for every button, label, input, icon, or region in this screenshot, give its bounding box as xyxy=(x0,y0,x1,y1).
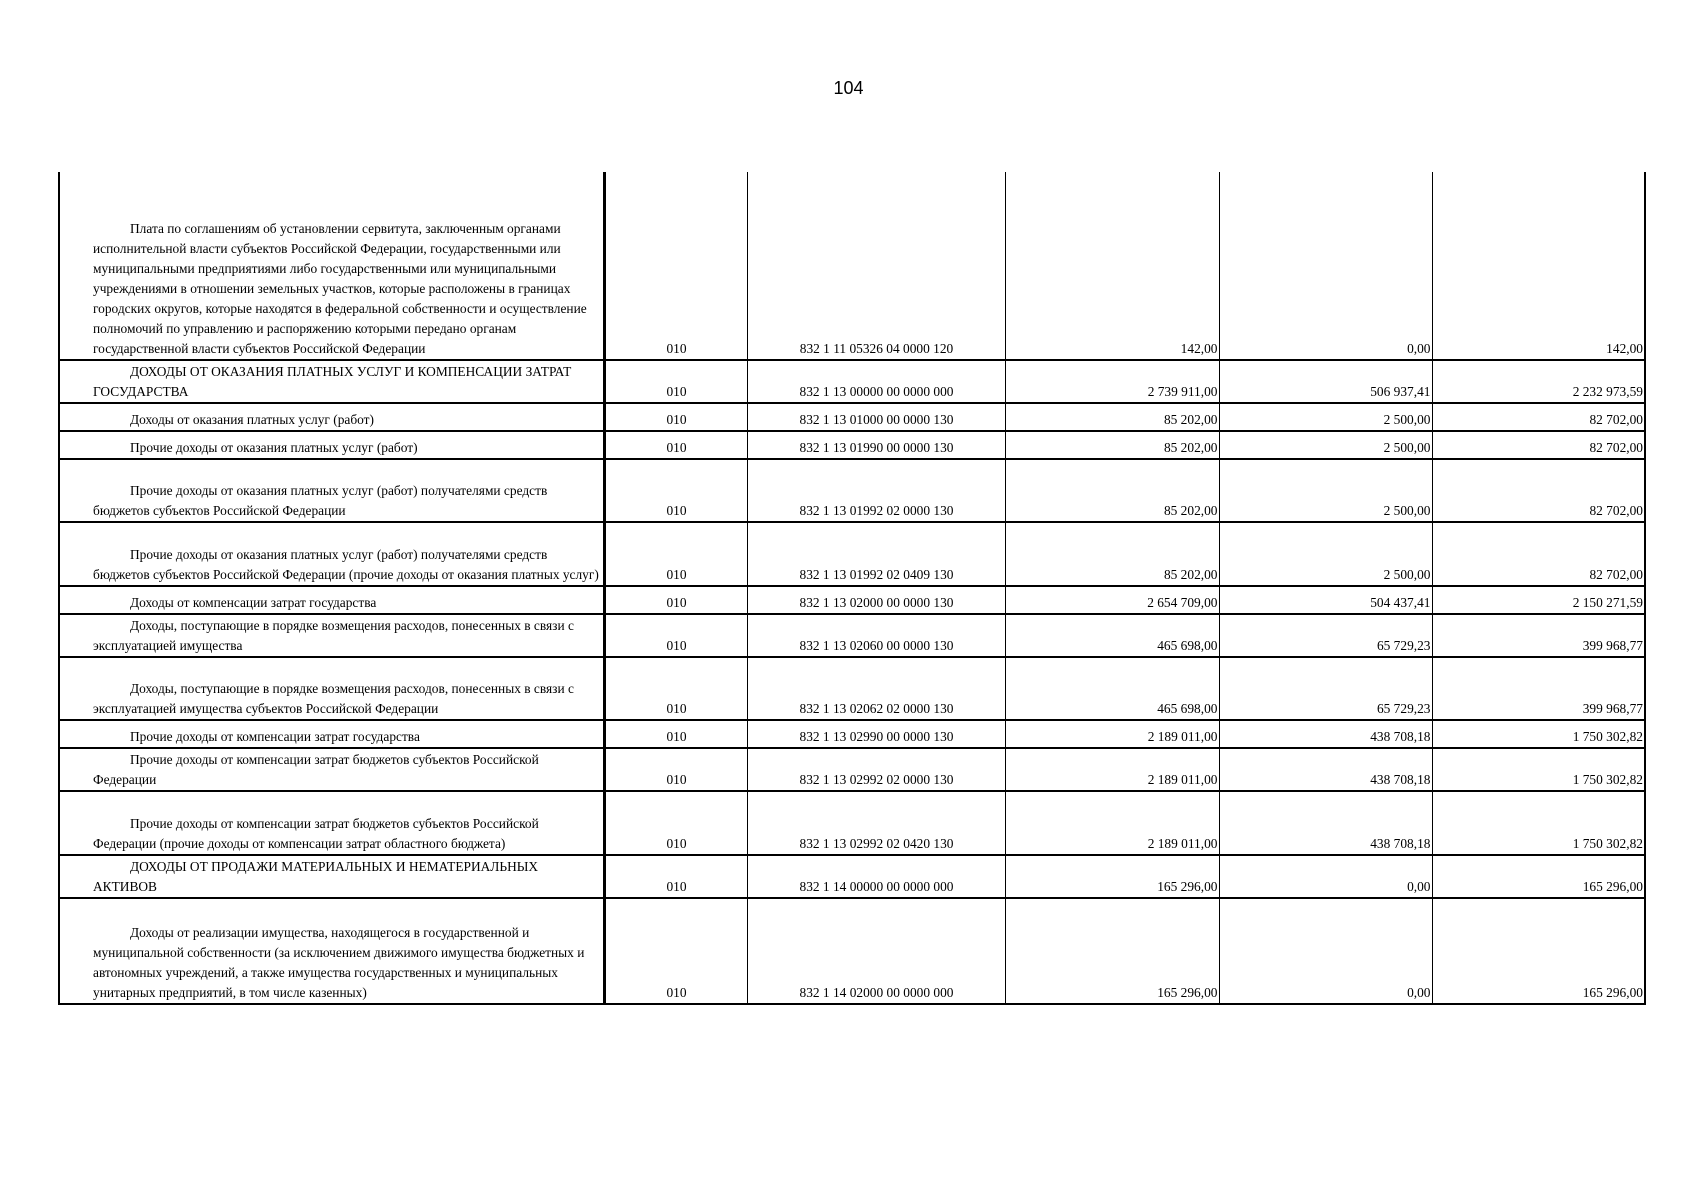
row-budget-code-cell: 832 1 13 02992 02 0420 130 xyxy=(747,791,1005,855)
row-line-code-cell: 010 xyxy=(604,898,747,1004)
row-planned-amount-cell: 85 202,00 xyxy=(1005,431,1219,459)
row-name-cell: Доходы от компенсации затрат государства xyxy=(59,586,604,614)
page-number: 104 xyxy=(833,78,864,98)
row-unexecuted-amount-cell: 142,00 xyxy=(1432,172,1645,360)
table-row xyxy=(59,431,1645,459)
row-unexecuted-amount-cell: 2 232 973,59 xyxy=(1432,360,1645,403)
row-executed-amount-cell: 2 500,00 xyxy=(1219,522,1432,586)
table-row xyxy=(59,172,1645,360)
row-planned-amount-cell: 2 189 011,00 xyxy=(1005,720,1219,748)
row-line-code-cell: 010 xyxy=(604,791,747,855)
row-name-cell: Доходы от оказания платных услуг (работ) xyxy=(59,403,604,431)
row-name-cell: Доходы, поступающие в порядке возмещения расходов, понесенных в связи с эксплуатацией имущества xyxy=(59,614,604,657)
row-executed-amount-cell: 438 708,18 xyxy=(1219,720,1432,748)
row-executed-amount-cell: 2 500,00 xyxy=(1219,431,1432,459)
row-planned-amount-cell: 2 189 011,00 xyxy=(1005,748,1219,791)
row-executed-amount-cell: 65 729,23 xyxy=(1219,614,1432,657)
row-unexecuted-amount-cell: 399 968,77 xyxy=(1432,614,1645,657)
table-row xyxy=(59,898,1645,1004)
row-budget-code-cell: 832 1 13 01990 00 0000 130 xyxy=(747,431,1005,459)
row-name-cell: ДОХОДЫ ОТ ПРОДАЖИ МАТЕРИАЛЬНЫХ И НЕМАТЕРИАЛЬНЫХ АКТИВОВ xyxy=(59,855,604,898)
table-row xyxy=(59,360,1645,403)
row-line-code-cell: 010 xyxy=(604,720,747,748)
row-budget-code-cell: 832 1 13 01000 00 0000 130 xyxy=(747,403,1005,431)
row-budget-code-cell: 832 1 13 02062 02 0000 130 xyxy=(747,657,1005,720)
row-executed-amount-cell: 438 708,18 xyxy=(1219,748,1432,791)
table-row xyxy=(59,403,1645,431)
row-planned-amount-cell: 85 202,00 xyxy=(1005,459,1219,522)
row-executed-amount-cell: 438 708,18 xyxy=(1219,791,1432,855)
row-name-cell: Прочие доходы от оказания платных услуг (работ) xyxy=(59,431,604,459)
revenue-table-body xyxy=(59,172,1645,1004)
row-unexecuted-amount-cell: 1 750 302,82 xyxy=(1432,748,1645,791)
row-unexecuted-amount-cell: 1 750 302,82 xyxy=(1432,791,1645,855)
row-unexecuted-amount-cell: 82 702,00 xyxy=(1432,403,1645,431)
row-name-cell: Прочие доходы от компенсации затрат государства xyxy=(59,720,604,748)
row-line-code-cell: 010 xyxy=(604,403,747,431)
row-unexecuted-amount-cell: 82 702,00 xyxy=(1432,459,1645,522)
row-budget-code-cell: 832 1 11 05326 04 0000 120 xyxy=(747,172,1005,360)
row-unexecuted-amount-cell: 165 296,00 xyxy=(1432,898,1645,1004)
row-line-code-cell: 010 xyxy=(604,172,747,360)
row-line-code-cell: 010 xyxy=(604,431,747,459)
row-planned-amount-cell: 142,00 xyxy=(1005,172,1219,360)
table-row xyxy=(59,720,1645,748)
row-budget-code-cell: 832 1 13 01992 02 0000 130 xyxy=(747,459,1005,522)
row-budget-code-cell: 832 1 14 00000 00 0000 000 xyxy=(747,855,1005,898)
row-budget-code-cell: 832 1 13 02060 00 0000 130 xyxy=(747,614,1005,657)
table-row xyxy=(59,522,1645,586)
row-unexecuted-amount-cell: 1 750 302,82 xyxy=(1432,720,1645,748)
row-line-code-cell: 010 xyxy=(604,748,747,791)
row-budget-code-cell: 832 1 13 00000 00 0000 000 xyxy=(747,360,1005,403)
table-row xyxy=(59,614,1645,657)
row-name-cell: Плата по соглашениям об установлении сервитута, заключенным органами исполнительной власти субъектов Российской Федерации, государственными или муниципальными предприятиями либо государственными или муниципальными учреждениями в отношении земельных участков, которые расположены в границах городских округов, которые находятся в федеральной собственности и осуществление полномочий по управлению и распоряжению которыми передано органам государственной власти субъектов Российской Федерации xyxy=(59,172,604,360)
row-executed-amount-cell: 504 437,41 xyxy=(1219,586,1432,614)
row-line-code-cell: 010 xyxy=(604,586,747,614)
row-executed-amount-cell: 2 500,00 xyxy=(1219,403,1432,431)
row-executed-amount-cell: 0,00 xyxy=(1219,172,1432,360)
table-row xyxy=(59,791,1645,855)
row-line-code-cell: 010 xyxy=(604,855,747,898)
row-planned-amount-cell: 2 654 709,00 xyxy=(1005,586,1219,614)
row-name-cell: Прочие доходы от оказания платных услуг (работ) получателями средств бюджетов субъектов Российской Федерации xyxy=(59,459,604,522)
table-row xyxy=(59,748,1645,791)
row-planned-amount-cell: 85 202,00 xyxy=(1005,522,1219,586)
row-planned-amount-cell: 85 202,00 xyxy=(1005,403,1219,431)
row-budget-code-cell: 832 1 14 02000 00 0000 000 xyxy=(747,898,1005,1004)
row-executed-amount-cell: 506 937,41 xyxy=(1219,360,1432,403)
row-unexecuted-amount-cell: 82 702,00 xyxy=(1432,431,1645,459)
row-name-cell: Прочие доходы от компенсации затрат бюджетов субъектов Российской Федерации (прочие доходы от компенсации затрат областного бюджета) xyxy=(59,791,604,855)
row-executed-amount-cell: 0,00 xyxy=(1219,855,1432,898)
row-planned-amount-cell: 2 189 011,00 xyxy=(1005,791,1219,855)
revenue-table xyxy=(58,172,1646,1005)
row-line-code-cell: 010 xyxy=(604,459,747,522)
row-line-code-cell: 010 xyxy=(604,657,747,720)
row-budget-code-cell: 832 1 13 02992 02 0000 130 xyxy=(747,748,1005,791)
row-name-cell: Доходы от реализации имущества, находящегося в государственной и муниципальной собственности (за исключением движимого имущества бюджетных и автономных учреждений, а также имущества государственных и муниципальных унитарных предприятий, в том числе казенных) xyxy=(59,898,604,1004)
row-planned-amount-cell: 465 698,00 xyxy=(1005,614,1219,657)
row-line-code-cell: 010 xyxy=(604,522,747,586)
row-planned-amount-cell: 165 296,00 xyxy=(1005,898,1219,1004)
row-executed-amount-cell: 0,00 xyxy=(1219,898,1432,1004)
row-name-cell: Прочие доходы от оказания платных услуг (работ) получателями средств бюджетов субъектов Российской Федерации (прочие доходы от оказания платных услуг) xyxy=(59,522,604,586)
row-name-cell: ДОХОДЫ ОТ ОКАЗАНИЯ ПЛАТНЫХ УСЛУГ И КОМПЕНСАЦИИ ЗАТРАТ ГОСУДАРСТВА xyxy=(59,360,604,403)
row-line-code-cell: 010 xyxy=(604,614,747,657)
row-executed-amount-cell: 65 729,23 xyxy=(1219,657,1432,720)
row-planned-amount-cell: 2 739 911,00 xyxy=(1005,360,1219,403)
row-unexecuted-amount-cell: 82 702,00 xyxy=(1432,522,1645,586)
row-executed-amount-cell: 2 500,00 xyxy=(1219,459,1432,522)
table-row xyxy=(59,855,1645,898)
row-planned-amount-cell: 465 698,00 xyxy=(1005,657,1219,720)
row-budget-code-cell: 832 1 13 02990 00 0000 130 xyxy=(747,720,1005,748)
row-line-code-cell: 010 xyxy=(604,360,747,403)
row-budget-code-cell: 832 1 13 02000 00 0000 130 xyxy=(747,586,1005,614)
table-row xyxy=(59,459,1645,522)
row-unexecuted-amount-cell: 165 296,00 xyxy=(1432,855,1645,898)
row-name-cell: Доходы, поступающие в порядке возмещения расходов, понесенных в связи с эксплуатацией имущества субъектов Российской Федерации xyxy=(59,657,604,720)
row-planned-amount-cell: 165 296,00 xyxy=(1005,855,1219,898)
table-row xyxy=(59,586,1645,614)
row-budget-code-cell: 832 1 13 01992 02 0409 130 xyxy=(747,522,1005,586)
table-row xyxy=(59,657,1645,720)
row-unexecuted-amount-cell: 399 968,77 xyxy=(1432,657,1645,720)
row-name-cell: Прочие доходы от компенсации затрат бюджетов субъектов Российской Федерации xyxy=(59,748,604,791)
row-unexecuted-amount-cell: 2 150 271,59 xyxy=(1432,586,1645,614)
